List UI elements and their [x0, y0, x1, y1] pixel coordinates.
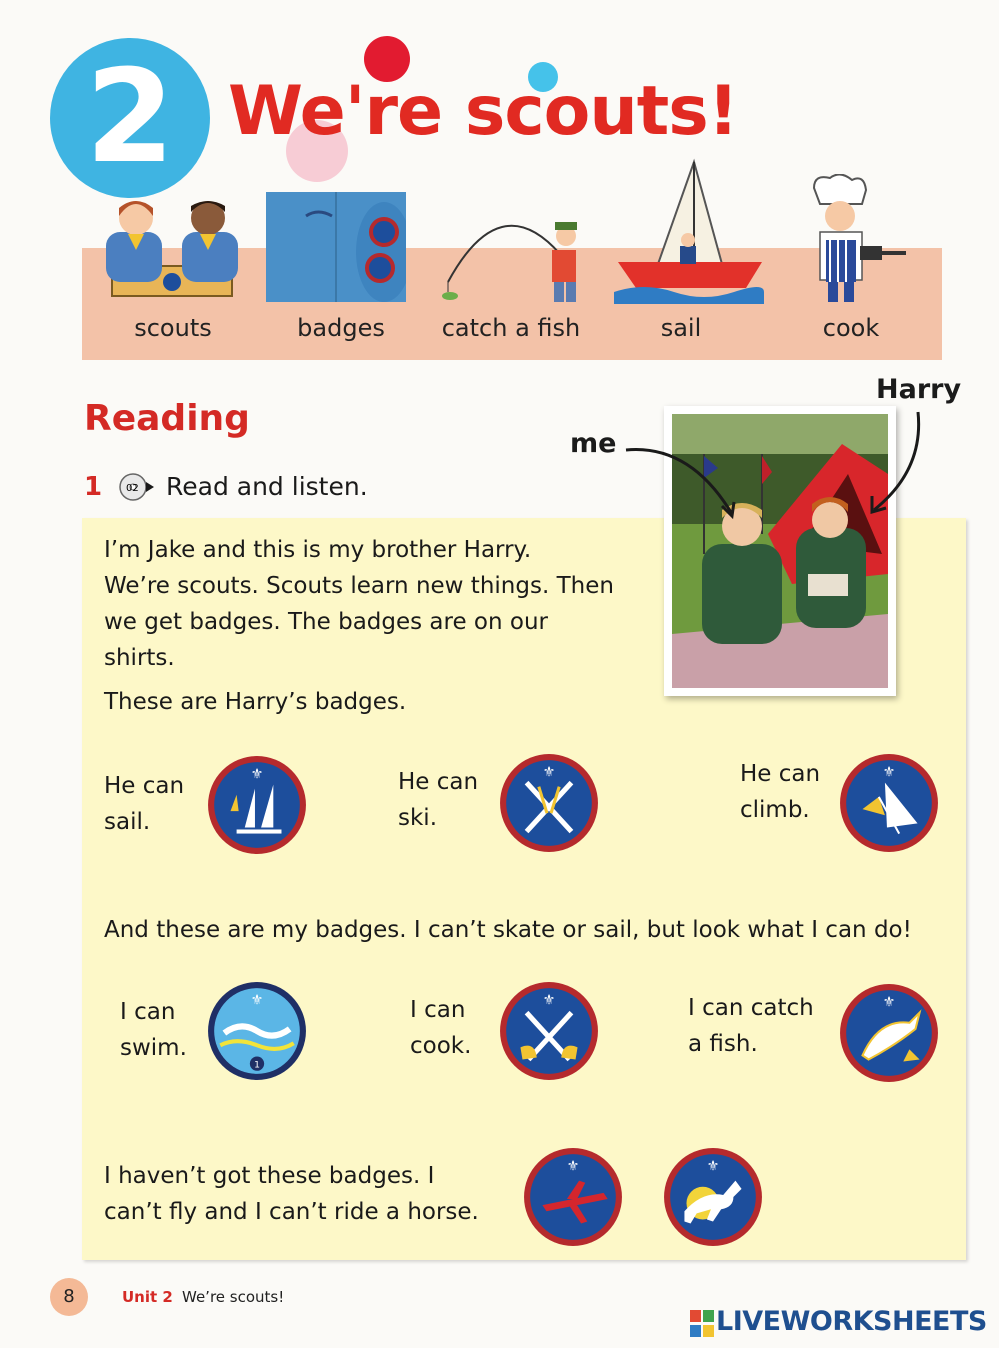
intro-line: We’re scouts. Scouts learn new things. Then [104, 573, 614, 599]
page-number: 8 [63, 1286, 75, 1307]
intro-line: I’m Jake and this is my brother Harry. [104, 537, 532, 563]
sailing-badge-icon [206, 754, 308, 856]
svg-text:1: 1 [254, 1059, 260, 1071]
track-number: 02 [126, 483, 139, 494]
caption-line: He can [398, 769, 479, 795]
intro-paragraph [104, 532, 614, 676]
ski-badge-icon [498, 752, 600, 854]
caption-line: I can catch [688, 995, 814, 1021]
vocab-label-scouts: scouts [134, 314, 212, 342]
cook-badge-icon [498, 980, 600, 1082]
caption-line: swim. [120, 1035, 187, 1061]
photo-arrows [620, 380, 960, 530]
svg-text:⚜: ⚜ [882, 764, 896, 781]
horse-badge-icon [662, 1146, 764, 1248]
reading-heading: Reading [84, 398, 250, 439]
fishing-picture [440, 196, 590, 304]
sailing-boat-picture [614, 158, 764, 304]
caption-line: ski. [398, 805, 438, 831]
footer-unit-label: Unit 2 [122, 1288, 173, 1306]
caption-line: He can [104, 773, 185, 799]
badges-picture [266, 192, 406, 302]
badge-caption-cook [410, 992, 471, 1064]
caption-line: climb. [740, 797, 810, 823]
plane-badge-icon [522, 1146, 624, 1248]
caption-line: cook. [410, 1033, 472, 1059]
missing-badges-text [104, 1158, 479, 1230]
intro-line: shirts. [104, 645, 175, 671]
swim-badge-icon [206, 980, 308, 1082]
missing-line: I haven’t got these badges. I [104, 1163, 435, 1189]
exercise-instruction: Read and listen. [166, 472, 368, 501]
scouts-picture [98, 196, 246, 304]
caption-line: He can [740, 761, 821, 787]
unit-number: 2 [85, 43, 175, 192]
badge-caption-climb [740, 756, 820, 828]
svg-text:⚜: ⚜ [566, 1158, 580, 1175]
unit-title: We're scouts! [228, 72, 738, 151]
caption-line: I can [410, 997, 466, 1023]
badge-caption-sail [104, 768, 184, 840]
svg-text:⚜: ⚜ [542, 992, 556, 1009]
my-badges-intro: And these are my badges. I can’t skate or sail, but look what I can do! [104, 917, 912, 943]
liveworksheets-watermark: LIVEWORKSHEETS [716, 1306, 987, 1337]
svg-text:⚜: ⚜ [882, 994, 896, 1011]
chef-picture [800, 174, 910, 304]
climb-badge-icon [838, 752, 940, 854]
badge-caption-fish [688, 990, 814, 1062]
fish-badge-icon [838, 982, 940, 1084]
vocab-label-sail: sail [660, 314, 702, 342]
exercise-number: 1 [84, 472, 103, 502]
harry-badges-intro: These are Harry’s badges. [104, 689, 407, 715]
intro-line: we get badges. The badges are on our [104, 609, 548, 635]
svg-text:⚜: ⚜ [250, 766, 264, 783]
vocab-label-catch-a-fish: catch a fish [441, 314, 581, 342]
badge-caption-ski [398, 764, 478, 836]
svg-text:⚜: ⚜ [542, 764, 556, 781]
caption-line: a fish. [688, 1031, 758, 1057]
svg-text:⚜: ⚜ [250, 992, 264, 1009]
vocab-label-badges: badges [297, 314, 385, 342]
missing-line: can’t fly and I can’t ride a horse. [104, 1199, 479, 1225]
caption-line: sail. [104, 809, 151, 835]
caption-line: I can [120, 999, 176, 1025]
svg-text:⚜: ⚜ [706, 1158, 720, 1175]
vocab-label-cook: cook [822, 314, 880, 342]
badge-caption-swim [120, 994, 187, 1066]
liveworksheets-logo-icon [690, 1310, 714, 1338]
photo-label-me: me [570, 428, 617, 459]
photo-label-harry: Harry [876, 374, 962, 405]
audio-cd-icon[interactable] [116, 472, 156, 502]
footer-unit-title: We’re scouts! [182, 1288, 285, 1306]
